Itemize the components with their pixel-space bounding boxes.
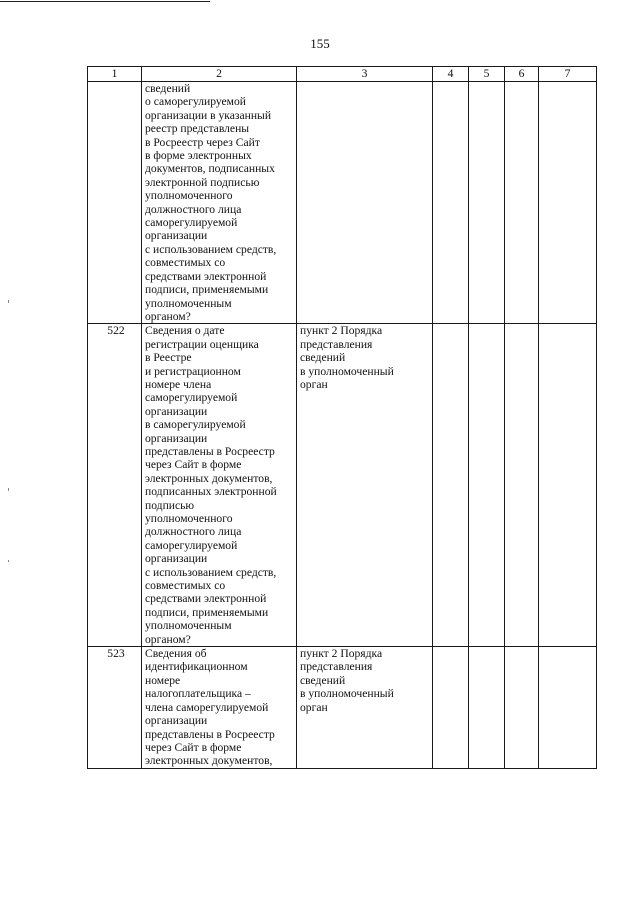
requirement-text-line: члена саморегулируемой [145, 700, 269, 714]
requirement-text-line: средствами электронной [145, 592, 267, 606]
row-number-cell [88, 82, 142, 324]
column-header: 7 [539, 67, 597, 82]
requirement-text-cell [142, 647, 297, 769]
column-header: 3 [297, 67, 433, 82]
legal-basis-line: в уполномоченный [300, 364, 394, 378]
legal-basis-cell [297, 647, 433, 769]
requirement-text-line: представлены в Росреестр [145, 727, 275, 741]
requirement-text-line: в Реестре [145, 351, 192, 365]
table-body [88, 82, 597, 769]
empty-cell [539, 82, 597, 324]
empty-cell [505, 647, 539, 769]
legal-basis-line: представления [300, 660, 373, 674]
requirement-text-line: документов, подписанных [145, 162, 275, 176]
row-number-cell: 522 [88, 324, 142, 647]
requirement-text-line: организации [145, 714, 208, 728]
empty-cell [469, 324, 505, 647]
column-header: 1 [88, 67, 142, 82]
requirement-text-line: Сведения о дате [145, 324, 225, 338]
column-header: 2 [142, 67, 297, 82]
requirement-text-line: организации [145, 404, 208, 418]
top-rule [0, 1, 210, 2]
legal-basis-line: орган [300, 377, 328, 391]
requirement-text-line: уполномоченного [145, 512, 233, 525]
requirement-text-line: с использованием средств, [145, 565, 277, 579]
requirement-text-line: органом? [145, 632, 191, 646]
requirement-text-line: в Росреестр через Сайт [145, 135, 260, 149]
requirement-text-line: идентификационном [145, 660, 248, 674]
requirement-text-line: электронных документов, [145, 471, 273, 485]
empty-cell [505, 82, 539, 324]
requirement-text-line: подписью [145, 498, 195, 512]
requirement-text-line: Сведения об [145, 647, 207, 661]
header-row [88, 67, 597, 82]
requirement-text-line: организации [145, 229, 208, 243]
requirement-text-line: средствами электронной [145, 269, 267, 283]
page-number: 155 [310, 36, 330, 51]
requirement-text-line: подписи, применяемыми [145, 605, 269, 619]
legal-basis-cell [297, 82, 433, 324]
requirement-text-line: и регистрационном [145, 364, 241, 378]
requirement-text-line: совместимых со [145, 256, 226, 270]
requirement-text-line: органом? [145, 309, 191, 323]
requirement-text-line: представлены в Росреестр [145, 444, 275, 458]
requirement-text-line: регистрации оценщика [145, 337, 259, 351]
requirement-text-line: уполномоченным [145, 619, 232, 633]
requirement-text-line: электронных документов, [145, 754, 273, 768]
requirement-text-line: с использованием средств, [145, 242, 277, 256]
requirement-text-line: в саморегулируемой [145, 418, 246, 432]
requirement-text-line: реестр представлены [145, 122, 250, 136]
requirement-text-line: электронной подписью [145, 175, 260, 189]
requirement-text-line: саморегулируемой [145, 538, 238, 552]
table-row [88, 324, 597, 647]
requirement-text-line: саморегулируемой [145, 216, 238, 230]
empty-cell [469, 82, 505, 324]
column-header: 4 [433, 67, 469, 82]
requirement-text-line: через Сайт в форме [145, 458, 242, 472]
column-header: 5 [469, 67, 505, 82]
legal-basis-line: пункт 2 Порядка [300, 647, 383, 661]
requirement-text-line: о саморегулируемой [145, 95, 247, 109]
scan-mark [8, 488, 9, 491]
requirement-text-line: в форме электронных [145, 149, 252, 163]
legal-basis-line: представления [300, 337, 373, 351]
requirement-text-line: организации в указанный [145, 108, 272, 122]
table-row [88, 82, 597, 324]
table-row [88, 647, 597, 769]
requirement-text-line: должностного лица [145, 202, 242, 216]
requirement-text-line: сведений [145, 82, 191, 95]
requirement-text-cell [142, 324, 297, 647]
scan-mark [8, 300, 9, 303]
legal-basis-line: орган [300, 700, 328, 714]
legal-basis-cell [297, 324, 433, 647]
requirement-text-line: уполномоченного [145, 189, 233, 203]
legal-basis-line: в уполномоченный [300, 687, 394, 701]
register-table [87, 66, 597, 769]
empty-cell [539, 324, 597, 647]
requirement-text-line: подписанных электронной [145, 485, 277, 499]
requirement-text-line: саморегулируемой [145, 391, 238, 405]
column-header: 6 [505, 67, 539, 82]
empty-cell [469, 647, 505, 769]
requirement-text-line: организации [145, 552, 208, 566]
requirement-text-line: налогоплательщика – [145, 687, 251, 701]
legal-basis-line: сведений [300, 673, 346, 687]
empty-cell [433, 647, 469, 769]
requirement-text-line: совместимых со [145, 579, 226, 593]
scan-mark [8, 560, 9, 562]
empty-cell [505, 324, 539, 647]
requirement-text-cell [142, 82, 297, 324]
requirement-text-line: номере члена [145, 377, 212, 391]
row-number-cell: 523 [88, 647, 142, 769]
legal-basis-line: пункт 2 Порядка [300, 324, 383, 338]
requirement-text-line: уполномоченным [145, 296, 232, 310]
requirement-text-line: номере [145, 673, 181, 687]
legal-basis-line: сведений [300, 351, 346, 365]
empty-cell [539, 647, 597, 769]
requirement-text-line: организации [145, 431, 208, 445]
empty-cell [433, 82, 469, 324]
requirement-text-line: подписи, применяемыми [145, 283, 269, 297]
empty-cell [433, 324, 469, 647]
requirement-text-line: через Сайт в форме [145, 740, 242, 754]
requirement-text-line: должностного лица [145, 525, 242, 539]
